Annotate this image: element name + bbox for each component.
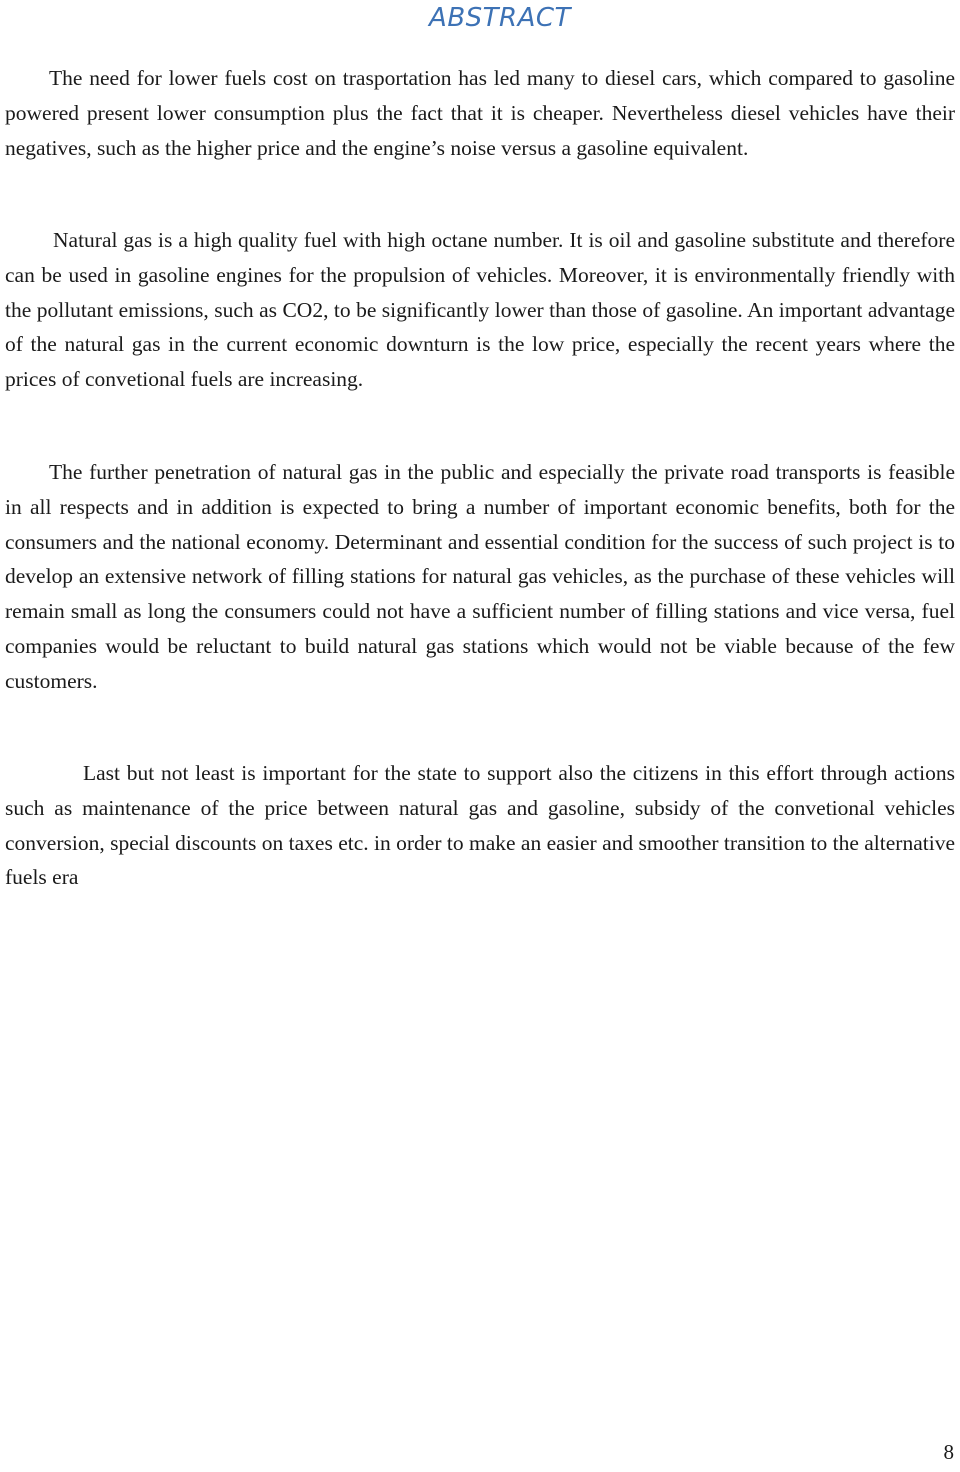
paragraph-filling-stations: The further penetration of natural gas in the public and especially the private road transports is feasible in all respects and in addition is expected to bring a number of important economic benefits, both for the consumers and the national economy. Determinant and essential condition for the success of such project is to develop an extensive network of filling stations for natural gas vehicles, as the purchase of these vehicles will remain small as long the consumers could not have a sufficient number of filling stations and vice versa, fuel companies would be reluctant to build natural gas stations which would not be viable because of the few customers.	[5, 460, 955, 693]
paragraph-diesel-cars: The need for lower fuels cost on trasportation has led many to diesel cars, which compared to gasoline powered present lower consumption plus the fact that it is cheaper. Nevertheless diesel vehicles have their negatives, such as the higher price and the engine’s noise versus a gasoline equivalent.	[5, 66, 955, 160]
paragraph-state-support: Last but not least is important for the state to support also the citizens in this effort through actions such as maintenance of the price between natural gas and gasoline, subsidy of the convetional vehicles conversion, special discounts on taxes etc. in order to make an easier and smoother transition to the alternative fuels era	[5, 761, 955, 890]
page-number: 8	[943, 1440, 954, 1464]
paragraph-natural-gas-fuel: Natural gas is a high quality fuel with high octane number. It is oil and gasoline substitute and therefore can be used in gasoline engines for the propulsion of vehicles. Moreover, it is environmentally friendly with the pollutant emissions, such as CO2, to be significantly lower than those of gasoline. An important advantage of the natural gas in the current economic downturn is the low price, especially the recent years where the prices of convetional fuels are increasing.	[5, 228, 955, 392]
abstract-heading: ABSTRACT	[429, 3, 571, 33]
